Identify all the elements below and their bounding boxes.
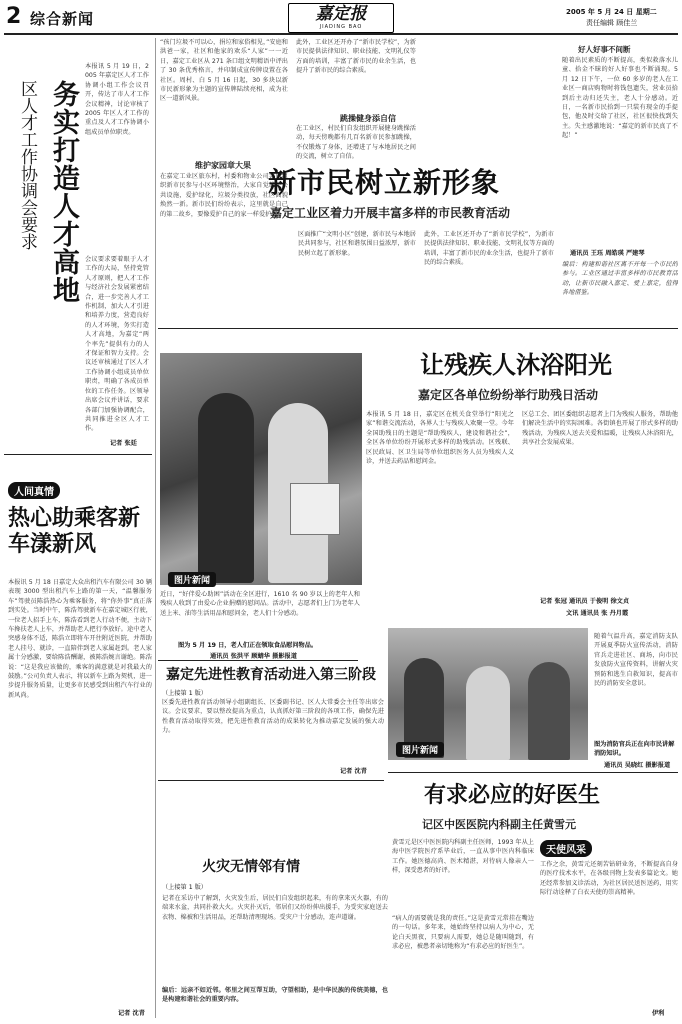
doctor-col1: 黄雪元是区中医医院内科副主任医师，1993 年从上海中医学院医疗系毕业后，一直从事中医内科临床工作。她医德高尚、医术精湛，对待病人像亲人一样，深受患者的好评。 (392, 839, 534, 875)
center-top-col5: 此外，工业区还开办了“新市民学校”，为新市民提供法律知识、职业技能、文明礼仪等方面的培训，丰富了新市民的业余生活，也提升了新市民的综合素质。 (424, 231, 554, 267)
bus-column-tag: 人间真情 (8, 482, 60, 499)
education-author: 记者 沈青 (340, 768, 367, 775)
fire-headline: 火灾无情邻有情 (202, 859, 300, 875)
fire-editor-note: 编后：远亲不如近邻。邻里之间互帮互助，守望相助，是中华民族的传统美德，也是构建和谐社会的重要内容。 (162, 987, 388, 1004)
right-top-authors: 通讯员 王珏 周皓瑛 严建琴 (570, 250, 645, 257)
bus-body-text: 本报讯 5 月 18 日嘉定大众出租汽车有限公司 30 辆表现 3000 型出租汽车上路的第一天，“温馨服务车”驾驶员陈浩热心为乘客服务，将“你外事”真正落到实处。当时中午，陈浩驾驶新车在嘉定城区行驶，一位老人招手上车，陈浩看到老人行动不便，主动下车搀扶老人上车，并帮助老人把行李放好。途中老人突感身体不适，陈浩立即将车开往附近医院，并帮助老人挂号、就诊，一直陪伴到老人家属赶到。老人家属十分感激，要给陈浩酬谢，被陈浩婉言谢绝。陈浩说：“这是我应该做的，乘客的满意就是对我最大的鼓励。”公司负责人表示，将以新车上路为契机，进一步提升服务质量，让更多市民感受到出租汽车行业的新风尚。 (8, 579, 152, 699)
bus-author: 记者 沈青 (118, 1010, 145, 1017)
center-top-col3-upper: 此外，工业区还开办了“新市民学校”，为新市民提供法律知识、职业技能、文明礼仪等方面的培训，丰富了新市民的业余生活，也提升了新市民的综合素质。 (296, 39, 416, 75)
doctor-headline: 有求必应的好医生 (424, 783, 601, 808)
photo2-caption-date: 图为消防官兵正在向市民讲解消防知识。 (594, 741, 675, 757)
masthead-rule (4, 33, 678, 35)
left-author: 记者 张廷 (110, 440, 137, 447)
center-top-col3-lower: 在工业区，村民们自发组织开展健身跳操活动，每天傍晚都有几百名新市民参加跳操，不仅锻炼了身体，还增进了与本地居民之间的交流，树立了自信。 (296, 125, 416, 161)
section-name: 综合新闻 (30, 10, 95, 28)
disabled-col2: 区总工会、团区委组织志愿者上门为残疾人服务，帮助他们解决生活中的实际困难。各街镇也开展了形式多样的助残活动，为残疾人送去关爱和温暖，让残疾人沐浴阳光，共享社会发展成果。 (522, 411, 678, 447)
page-number: 2 (6, 4, 22, 29)
left-headline: 务实打造人才高地 (48, 80, 79, 304)
center-mid-rule (158, 660, 358, 661)
photo1-caption-body: 近日，“好伴爱心助困”活动在全区进行，1610 名 90 岁以上的老年人和残疾人收到了由爱心企业捐赠的慰问品。活动中，志愿者们上门为老年人送上米、油等生活用品和慰问金，老人们十分感动。 (160, 591, 360, 617)
photo-figure-left (198, 393, 254, 583)
disabled-headline: 让残疾人沐浴阳光 (420, 351, 612, 379)
left-lead-text: 本报讯 5 月 19 日，2005 年嘉定区人才工作协调小组工作会议召开，传达了市人才工作会议精神，讨论审核了 2005 年区人才工作的重点及人才工作协调小组成员单位职责。 (85, 63, 149, 136)
doctor-col3: 工作之余，黄雪元还刻苦钻研业务，不断提高自身的医疗技术水平，在各级刊物上发表多篇论文。她还经常参加义诊活动，为社区居民送医送药，用实际行动诠释了白衣天使的崇高精神。 (540, 861, 678, 897)
center-top-subhead-1: 维护家园章大果 (195, 161, 251, 170)
photo1-tag: 图片新闻 (168, 572, 216, 587)
center-top-col2: 在嘉定工业区旅东村，村委和物业公司共同组织新市民参与小区环境整治，大家自觉维护公共设施，爱护绿化，垃圾分类投放，社区面貌焕然一新。新市民们纷纷表示，这里就是自己的第二故乡，要像爱护自己的家一样爱护它。 (160, 173, 288, 218)
fire-safety-photo (388, 628, 588, 760)
right-top-subhead: 好人好事不间断 (578, 45, 631, 54)
education-headline: 嘉定先进性教育活动进入第三阶段 (166, 667, 376, 683)
elderly-aid-photo (160, 353, 362, 585)
photo2-caption-body: 随着气温升高，嘉定消防支队开展夏季防火宣传活动，消防官兵走进社区、商场，向市民发放防火宣传资料，讲解火灾预防和逃生自救知识，提高市民的消防安全意识。 (594, 633, 678, 688)
issue-editors: 责任编辑 顾佳兰 (586, 19, 638, 27)
education-bottom-rule (158, 780, 384, 781)
fire-continued: （上接第 1 版） (162, 884, 207, 891)
doctor-author: 伊利 (652, 1010, 665, 1017)
photo2-tag: 图片新闻 (396, 742, 444, 757)
right-mid-rule (388, 772, 678, 773)
paper-logo (288, 3, 394, 33)
photo2-figure-3 (528, 662, 570, 760)
photo2-caption-credit: 通讯员 吴晓红 摄影报道 (604, 762, 671, 769)
disabled-subheadline: 嘉定区各单位纷纷举行助残日活动 (418, 388, 599, 402)
fire-body: 记者在采访中了解到，火灾发生后，居民们自发组织起来，有的拿来灭火器，有的端来水盆，共同扑救大火。火灾扑灭后，邻居们又纷纷伸出援手，为受灾家庭送去衣物、棉被和生活用品，还帮助清理现场。受灾户十分感动，连声道谢。 (162, 895, 388, 921)
left-body-text: 会议要求要着眼于人才工作的大局，坚持党管人才原则，把人才工作与经济社会发展紧密结合，进一步完善人才工作机制，加大人才引进和培养力度，营造良好的人才环境，务实打造人才高地，为嘉定“两个率先”提供有力的人才保证和智力支持。会议还审核通过了区人才工作协调小组成员单位职责，明确了各成员单位的工作任务。区领导出席会议并讲话，要求各部门加强协调配合，共同推进全区人才工作。 (85, 256, 149, 433)
left-subheadline: 区人才工作协调会要求 (17, 80, 37, 250)
doctor-column-tag: 天使风采 (540, 840, 592, 857)
center-top-bottom-rule (158, 328, 678, 329)
doctor-subheadline: 记区中医医院内科副主任黄雪元 (422, 818, 576, 831)
paper-pinyin: JIADING BAO (319, 24, 363, 30)
photo2-figure-2 (466, 666, 510, 760)
left-column-rule (155, 38, 156, 1018)
photo1-caption-date: 图为 5 月 19 日，老人们正在领取食品慰问物品。 (178, 642, 318, 649)
center-top-col4: 区面推广“文明小区”创建，新市民与本地居民共同参与，社区和谐氛围日益浓厚，新市民树立起了新形象。 (298, 231, 416, 257)
education-body: 区委先进性教育活动领导小组副组长、区委副书记、区人大常委会主任等出席会议。会议要求，要以整改提高为重点，认真抓好第三阶段的各项工作，确保先进性教育活动取得实效，把先进性教育活动的成果转化为推动嘉定发展的强大动力。 (162, 699, 384, 735)
disabled-authors-1: 记者 张冠 通讯员 于俊明 徐文贞 (540, 598, 630, 605)
right-top-editor-note: 编后：构建和谐社区离不开每一个市民的参与。工业区通过丰富多样的市民教育活动，让新市民融入嘉定、爱上嘉定，值得各地借鉴。 (562, 261, 678, 297)
left-bottom-rule (4, 454, 152, 455)
center-top-headline: 新市民树立新形象 (268, 166, 501, 199)
education-continued: （上接第 1 版） (162, 690, 207, 697)
right-top-body: 随着出民素质的不断提高，类似救落水儿童、拾金不昧的好人好事也不断涌现。5 月 12 日下午，一位 60 多岁的老人在工业区一商店购物时将钱包遗失，营业员拾到后主动归还失主，老人十分感动。近日，一名新市民拾到一只装有现金的手提包，他及时交给了社区，社区很快找到失主。失主感激地说：“嘉定的新市民真了不起！” (562, 57, 678, 140)
center-top-col1: “孩门垃圾不可以心，捐垃和家俗相见，”安庭和洪爸一家，社区和他家的欢乐“人家”一一近日，嘉定工业区从 271 条口组文明精语中评出了 30 条优秀格言，并印制成宣传牌设置在各社区。周村、白 5 月 16 日起，30 多块以新市民新形象为主题的宣传牌陆续亮相，成为社区一道新风景。 (160, 39, 288, 103)
photo-box (290, 483, 340, 535)
disabled-col1: 本报讯 5 月 18 日，嘉定区在机关食堂举行“阳光之家”和谐交流活动，各界人士与残疾人欢聚一堂。今年全国助残日的主题是“帮助残疾人，建设和谐社会”，全区各单位纷纷开展形式多样的助残活动。区残联、区民政局、区卫生局等单位组织医务人员为残疾人义诊，并送去药品和慰问金。 (366, 411, 514, 466)
bus-headline-line1: 热心助乘客新车漾新风 (8, 506, 141, 557)
center-top-subheadline: 嘉定工业区着力开展丰富多样的市民教育活动 (270, 206, 511, 220)
photo1-caption-credit: 通讯员 张洪平 顾蜻华 摄影报道 (210, 653, 297, 660)
paper-name: 嘉定报 (315, 4, 367, 24)
disabled-authors-2: 文讯 通讯员 张 丹月霞 (566, 610, 629, 617)
center-top-subhead-2: 跳操健身添自信 (340, 114, 396, 123)
doctor-col2: “病人的需要就是我的责任。”这是黄雪元常挂在嘴边的一句话。多年来，她始终坚持以病人为中心，无论白天黑夜，只要病人需要，她总是随叫随到，有求必应，被患者亲切地称为“有求必应的好医生”。 (392, 915, 534, 951)
issue-date: 2005 年 5 月 24 日 星期二 (566, 8, 657, 16)
